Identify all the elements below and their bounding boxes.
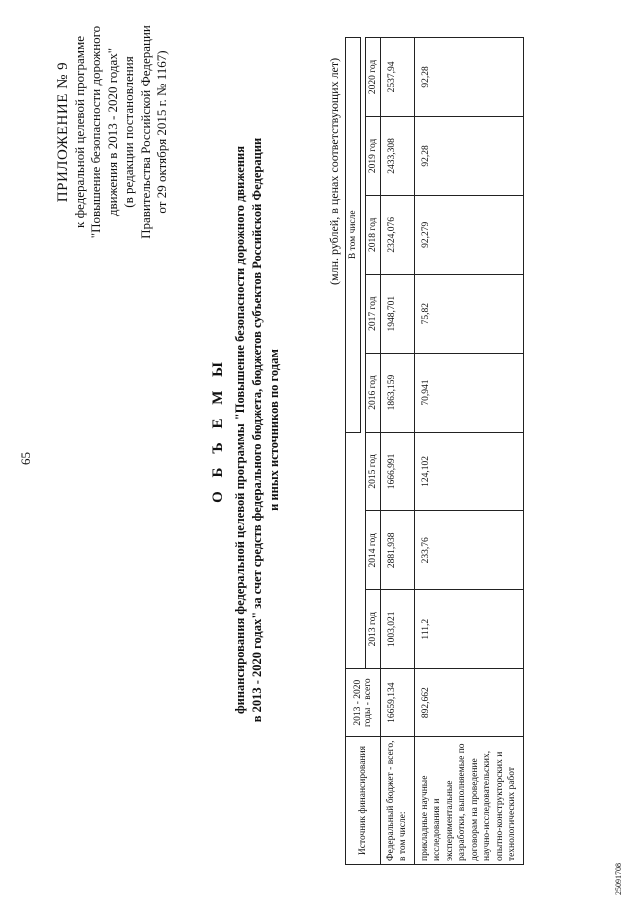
appendix-title: ПРИЛОЖЕНИЕ № 9 (55, 61, 71, 203)
header-year: 2014 год (365, 511, 380, 590)
appendix-line: "Повышение безопасности дорожного (88, 25, 103, 239)
heading-line: и иных источников по годам (267, 349, 281, 511)
appendix-line: от 29 октября 2015 г. № 1167) (154, 50, 169, 214)
row-value: 2324,076 (380, 195, 414, 274)
appendix-line: Правительства Российской Федерации (137, 25, 153, 239)
units-note: (млн. рублей, в ценах соответствующих лет) (327, 57, 341, 285)
row-value: 1003,021 (380, 590, 414, 669)
row-value: 92,28 (414, 38, 523, 117)
row-value: 92,279 (414, 195, 523, 274)
row-value: 2433,308 (380, 116, 414, 195)
document-heading (210, 50, 283, 810)
appendix-line: к федеральной целевой программе (71, 36, 87, 228)
table-row (380, 38, 414, 865)
header-year: 2019 год (365, 116, 380, 195)
heading-line: финансирования федеральной целевой программы "Повышение безопасности дорожного движения (233, 146, 247, 715)
header-incl: В том числе (346, 38, 361, 433)
header-year: 2018 год (365, 195, 380, 274)
header-year: 2015 год (365, 432, 380, 511)
row-value: 1948,701 (380, 274, 414, 353)
row-value: 75,82 (414, 274, 523, 353)
header-total: 2013 - 2020 годы - всего (346, 669, 381, 737)
row-value: 1666,991 (380, 432, 414, 511)
row-source: Федеральный бюджет - всего, в том числе: (380, 737, 414, 865)
row-value: 2537,94 (380, 38, 414, 117)
table-row (414, 38, 523, 865)
row-source: прикладные научные исследования и экспериментальные разработки, выполняемые по договорам на проведение научно-исследовательских, опытно-конструкторских и технологических работ (414, 737, 523, 865)
row-total: 16659,134 (380, 669, 414, 737)
header-year: 2017 год (365, 274, 380, 353)
heading-line: в 2013 - 2020 годах" за счет средств федерального бюджета, бюджетов субъектов Российской Федерации (250, 137, 264, 723)
appendix-line: движения в 2013 - 2020 годах" (104, 47, 120, 217)
appendix-block (55, 0, 171, 307)
row-value: 111,2 (414, 590, 523, 669)
row-value: 92,28 (414, 116, 523, 195)
header-year: 2020 год (365, 38, 380, 117)
row-value: 2881,938 (380, 511, 414, 590)
row-value: 1863,159 (380, 353, 414, 432)
heading-title: О Б Ъ Е М Ы (210, 357, 226, 503)
header-year: 2016 год (365, 353, 380, 432)
row-value: 233,76 (414, 511, 523, 590)
header-year: 2013 год (365, 590, 380, 669)
row-value: 124,102 (414, 432, 523, 511)
page-number: 65 (18, 452, 33, 465)
header-spacer (346, 432, 361, 669)
appendix-line: (в редакции постановления (121, 56, 136, 208)
financing-table (345, 37, 524, 865)
document-code: 25091708 (614, 863, 623, 895)
header-source: Источник финансирования (346, 737, 381, 865)
row-total: 892,662 (414, 669, 523, 737)
row-value: 70,941 (414, 353, 523, 432)
